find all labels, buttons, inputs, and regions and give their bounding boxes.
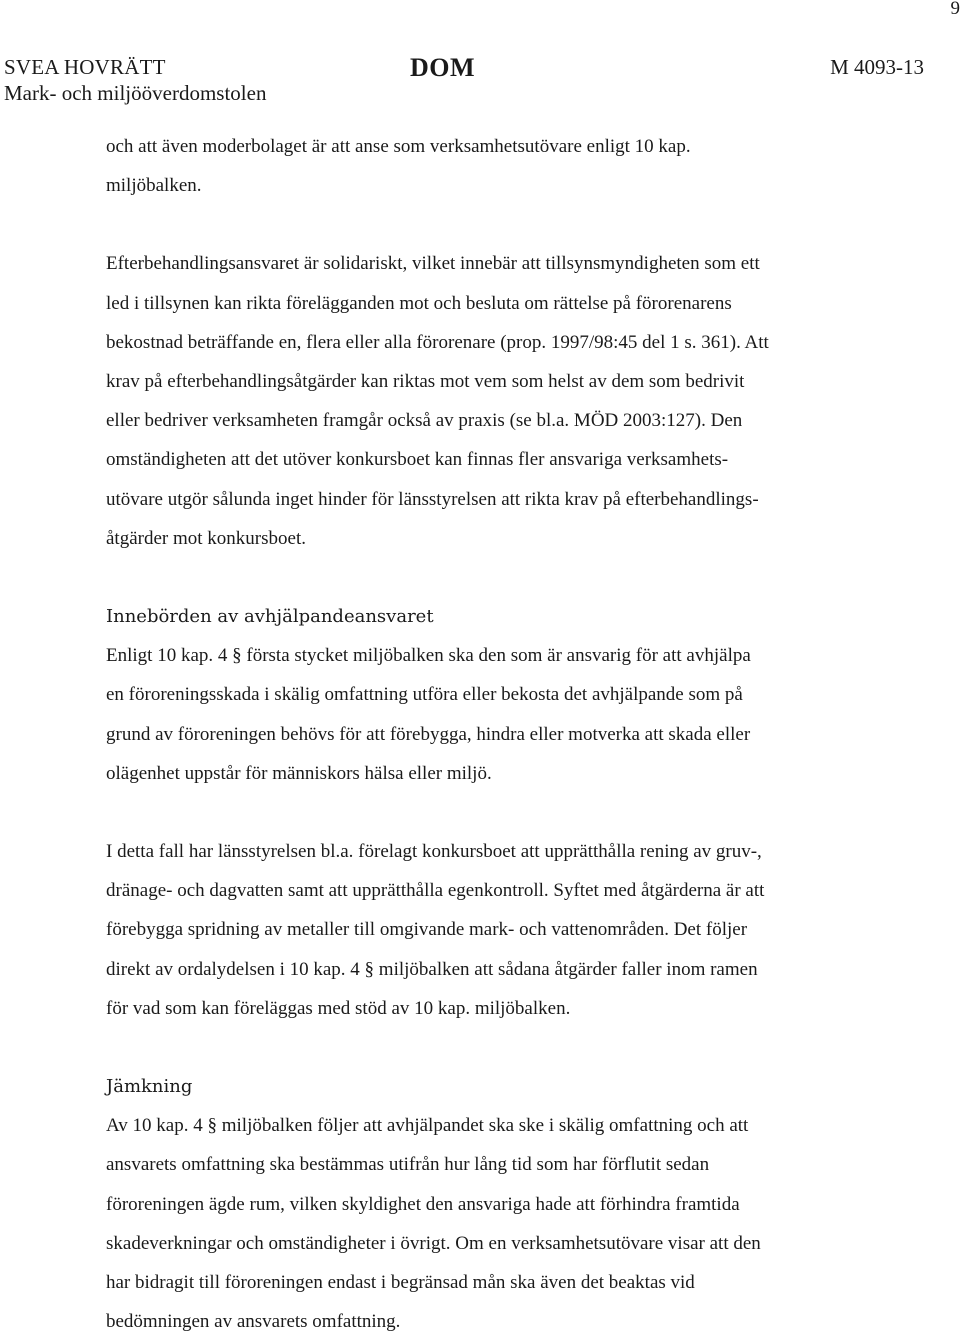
text-line: utövare utgör sålunda inget hinder för länsstyrelsen att rikta krav på efterbehandlings-: [106, 488, 759, 510]
text-line: åtgärder mot konkursboet.: [106, 527, 306, 549]
text-line: ansvarets omfattning ska bestämmas utifrån hur lång tid som har förflutit sedan: [106, 1154, 710, 1176]
text-line: föroreningen ägde rum, vilken skyldighet den ansvariga hade att förhindra framtida: [106, 1193, 740, 1215]
document-body: [106, 127, 906, 1341]
paragraph-gap: [106, 558, 906, 597]
text-line: bedömningen av ansvarets omfattning.: [106, 1311, 401, 1333]
paragraph-4: [106, 832, 906, 1028]
document-type: DOM: [410, 53, 476, 82]
text-line: I detta fall har länsstyrelsen bl.a. förelagt konkursboet att upprätthålla rening av gruv-,: [106, 841, 762, 863]
text-line: eller bedriver verksamheten framgår också av praxis (se bl.a. MÖD 2003:127). Den: [106, 410, 743, 432]
court-division: Mark- och miljööverdomstolen: [4, 81, 267, 105]
text-line: grund av föroreningen behövs för att förebygga, hindra eller motverka att skada eller: [106, 723, 751, 745]
text-line: Efterbehandlingsansvaret är solidariskt, vilket innebär att tillsynsmyndigheten som ett: [106, 253, 760, 275]
paragraph-3: [106, 636, 906, 793]
text-line: krav på efterbehandlingsåtgärder kan riktas mot vem som helst av dem som bedrivit: [106, 371, 745, 393]
text-line: bekostnad beträffande en, flera eller alla förorenare (prop. 1997/98:45 del 1 s. 361). Att: [106, 331, 769, 353]
court-block: [4, 54, 266, 106]
text-line: led i tillsynen kan rikta förelägganden mot och besluta om rättelse på förorenarens: [106, 292, 732, 314]
text-line: dränage- och dagvatten samt att upprätthålla egenkontroll. Syftet med åtgärderna är att: [106, 880, 765, 902]
court-name: SVEA HOVRÄTT: [4, 55, 166, 79]
paragraph-gap: [106, 1028, 906, 1067]
text-line: för vad som kan föreläggas med stöd av 10 kap. miljöbalken.: [106, 997, 571, 1019]
text-line: förebygga spridning av metaller till omgivande mark- och vattenområden. Det följer: [106, 919, 748, 941]
paragraph-1: [106, 127, 906, 205]
section-heading-avhjalpandeansvar: Innebörden av avhjälpandeansvaret: [106, 606, 434, 628]
paragraph-gap: [106, 793, 906, 832]
text-line: skadeverkningar och omständigheter i övrigt. Om en verksamhetsutövare visar att den: [106, 1232, 761, 1254]
text-line: omständigheten att det utöver konkursboet kan finnas fler ansvariga verksamhets-: [106, 449, 729, 471]
paragraph-gap: [106, 205, 906, 244]
text-line: Enligt 10 kap. 4 § första stycket miljöbalken ska den som är ansvarig för att avhjälpa: [106, 645, 751, 667]
document-header: [4, 54, 924, 110]
text-line: och att även moderbolaget är att anse som verksamhetsutövare enligt 10 kap.: [106, 136, 691, 157]
paragraph-2: [106, 244, 906, 558]
text-line: miljöbalken.: [106, 175, 202, 197]
text-line: en föroreningsskada i skälig omfattning utföra eller bekosta det avhjälpande som på: [106, 684, 743, 706]
text-line: olägenhet uppstår för människors hälsa eller miljö.: [106, 762, 492, 784]
case-number: M 4093-13: [830, 55, 924, 79]
page-number: 9: [950, 0, 960, 19]
section-heading-jamkning: Jämkning: [106, 1076, 193, 1098]
paragraph-5: [106, 1106, 906, 1341]
text-line: Av 10 kap. 4 § miljöbalken följer att avhjälpandet ska ske i skälig omfattning och att: [106, 1115, 749, 1137]
text-line: har bidragit till föroreningen endast i begränsad mån ska även det beaktas vid: [106, 1272, 695, 1294]
text-line: direkt av ordalydelsen i 10 kap. 4 § miljöbalken att sådana åtgärder faller inom ramen: [106, 958, 758, 980]
